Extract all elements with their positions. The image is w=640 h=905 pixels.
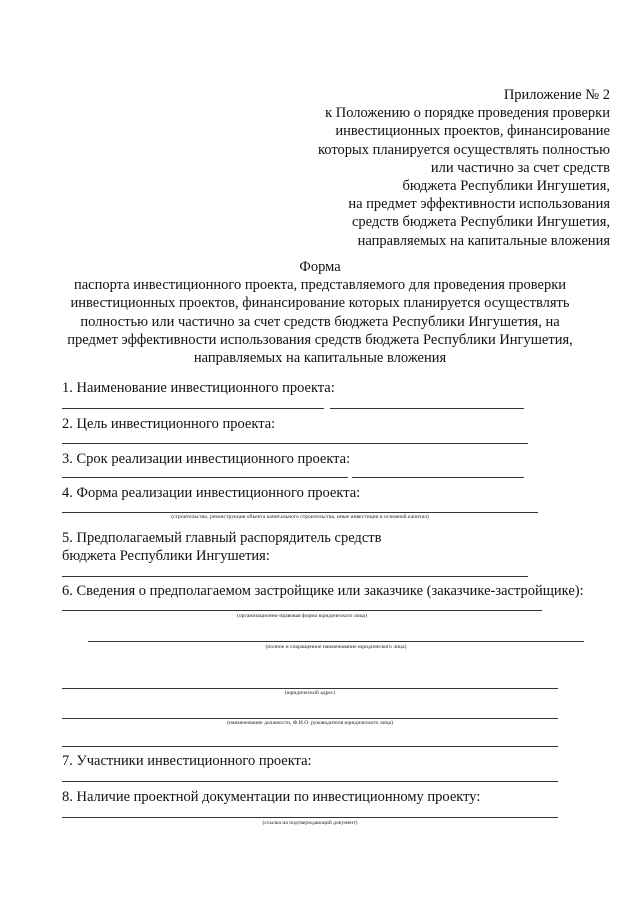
item-8-label: 8. Наличие проектной документации по инвестиционному проекту:: [62, 789, 481, 805]
item-6-field-director[interactable]: [62, 718, 558, 719]
appendix-line: на предмет эффективности использования: [348, 196, 610, 213]
appendix-line: которых планируется осуществлять полностью: [318, 141, 610, 158]
item-3-label: 3. Срок реализации инвестиционного проекта:: [62, 451, 351, 467]
item-7-label: 7. Участники инвестиционного проекта:: [62, 753, 312, 769]
form-title: [40, 258, 600, 367]
item-6-caption-legal-form: (организационно-правовая форма юридического лица): [237, 613, 367, 619]
item-5-label-line-1: 5. Предполагаемый главный распорядитель средств: [62, 530, 382, 546]
appendix-line: средств бюджета Республики Ингушетия,: [351, 214, 610, 231]
item-6-caption-name: (полное и сокращенное наименование юридического лица): [265, 644, 407, 650]
form-title-line: инвестиционных проектов, финансирование которых планируется осуществлять: [70, 295, 570, 312]
item-1-label: 1. Наименование инвестиционного проекта:: [62, 380, 335, 396]
item-6-field-legal-form[interactable]: [62, 610, 542, 611]
item-3-field-b[interactable]: [352, 477, 524, 478]
appendix-line: инвестиционных проектов, финансирование: [335, 123, 610, 140]
item-1-field-b[interactable]: [330, 408, 524, 409]
item-6-label: 6. Сведения о предполагаемом застройщике или заказчике (заказчике-застройщике):: [62, 583, 584, 599]
item-4-label: 4. Форма реализации инвестиционного проекта:: [62, 485, 361, 501]
item-6-caption-address: (юридический адрес): [284, 690, 336, 696]
form-heading: Форма: [299, 259, 341, 275]
item-3-field-a[interactable]: [62, 477, 348, 478]
item-5-label-line-2: бюджета Республики Ингушетия:: [62, 548, 270, 564]
item-4-field[interactable]: [62, 512, 538, 513]
item-8-caption: (ссылка на подтверждающий документ): [262, 820, 358, 826]
appendix-line: бюджета Республики Ингушетия,: [402, 178, 610, 195]
item-2-field[interactable]: [62, 443, 528, 444]
form-title-line: полностью или частично за счет средств бюджета Республики Ингушетия, на: [80, 313, 560, 330]
item-8-field[interactable]: [62, 817, 558, 818]
appendix-line: или частично за счет средств: [430, 159, 610, 176]
form-title-line: паспорта инвестиционного проекта, представляемого для проведения проверки: [73, 277, 567, 294]
item-1-field-a[interactable]: [62, 408, 324, 409]
item-4-caption: (строительство, реконструкция объекта капитального строительства, иные инвестиции в основной капитал): [171, 514, 429, 520]
item-7-field[interactable]: [62, 781, 558, 782]
item-6-field-address[interactable]: [62, 688, 558, 689]
item-6-caption-director: (наименование должности, Ф.И.О. руководителя юридического лица): [227, 720, 393, 726]
item-5-field[interactable]: [62, 576, 528, 577]
appendix-header: [318, 86, 610, 250]
item-2-label: 2. Цель инвестиционного проекта:: [62, 416, 276, 432]
form-title-line: направляемых на капитальные вложения: [193, 350, 447, 367]
item-6-field-extra[interactable]: [62, 746, 558, 747]
appendix-line: Приложение № 2: [503, 87, 610, 103]
appendix-line: направляемых на капитальные вложения: [357, 232, 610, 249]
form-title-line: предмет эффективности использования средств бюджета Республики Ингушетия,: [67, 331, 573, 348]
appendix-line: к Положению о порядке проведения проверки: [325, 105, 610, 122]
item-6-field-name[interactable]: [88, 641, 584, 642]
